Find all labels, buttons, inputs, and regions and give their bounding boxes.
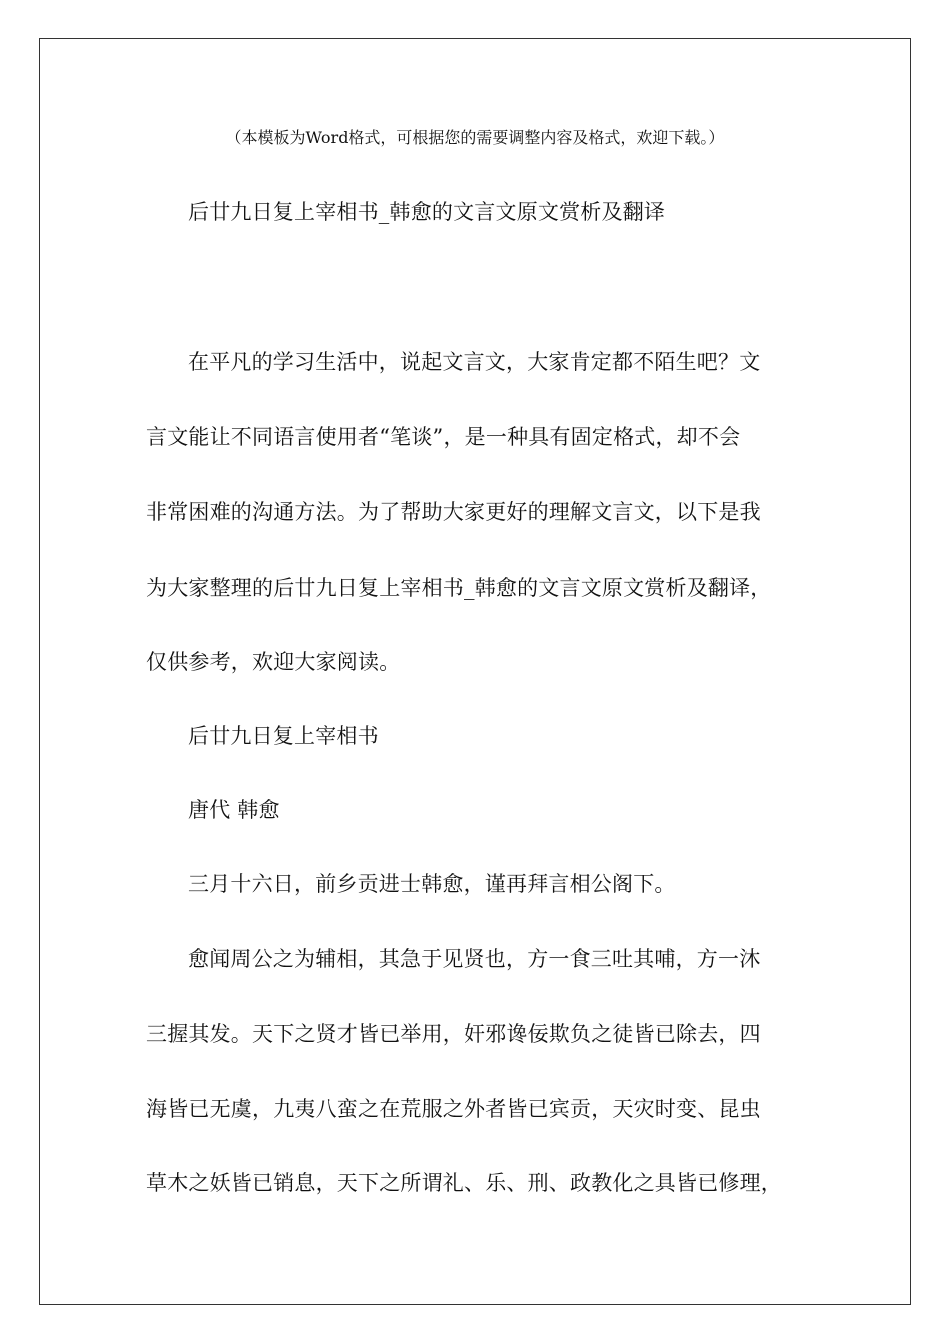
intro-line-5: 仅供参考，欢迎大家阅读。	[146, 650, 401, 674]
body-line-1: 愈闻周公之为辅相，其急于见贤也，方一食三吐其哺，方一沐	[188, 947, 761, 971]
author-line: 唐代 韩愈	[188, 798, 280, 822]
opening-line: 三月十六日，前乡贡进士韩愈，谨再拜言相公阁下。	[188, 872, 676, 896]
body-line-4: 草木之妖皆已销息，天下之所谓礼、乐、刑、政教化之具皆已修理，	[146, 1171, 782, 1195]
poem-title: 后廿九日复上宰相书	[188, 724, 379, 748]
body-line-3: 海皆已无虞，九夷八蛮之在荒服之外者皆已宾贡，天灾时变、昆虫	[146, 1097, 761, 1121]
intro-line-4: 为大家整理的后廿九日复上宰相书_韩愈的文言文原文赏析及翻译，	[146, 576, 772, 600]
template-note: （本模板为Word格式，可根据您的需要调整内容及格式，欢迎下载。）	[225, 128, 725, 147]
intro-line-1: 在平凡的学习生活中，说起文言文，大家肯定都不陌生吧？文	[188, 350, 761, 374]
body-line-2: 三握其发。天下之贤才皆已举用，奸邪谗佞欺负之徒皆已除去，四	[146, 1022, 761, 1046]
document-title: 后廿九日复上宰相书_韩愈的文言文原文赏析及翻译	[188, 200, 666, 224]
intro-line-3: 非常困难的沟通方法。为了帮助大家更好的理解文言文，以下是我	[146, 500, 761, 524]
intro-line-2: 言文能让不同语言使用者“笔谈”，是一种具有固定格式，却不会	[146, 425, 741, 449]
